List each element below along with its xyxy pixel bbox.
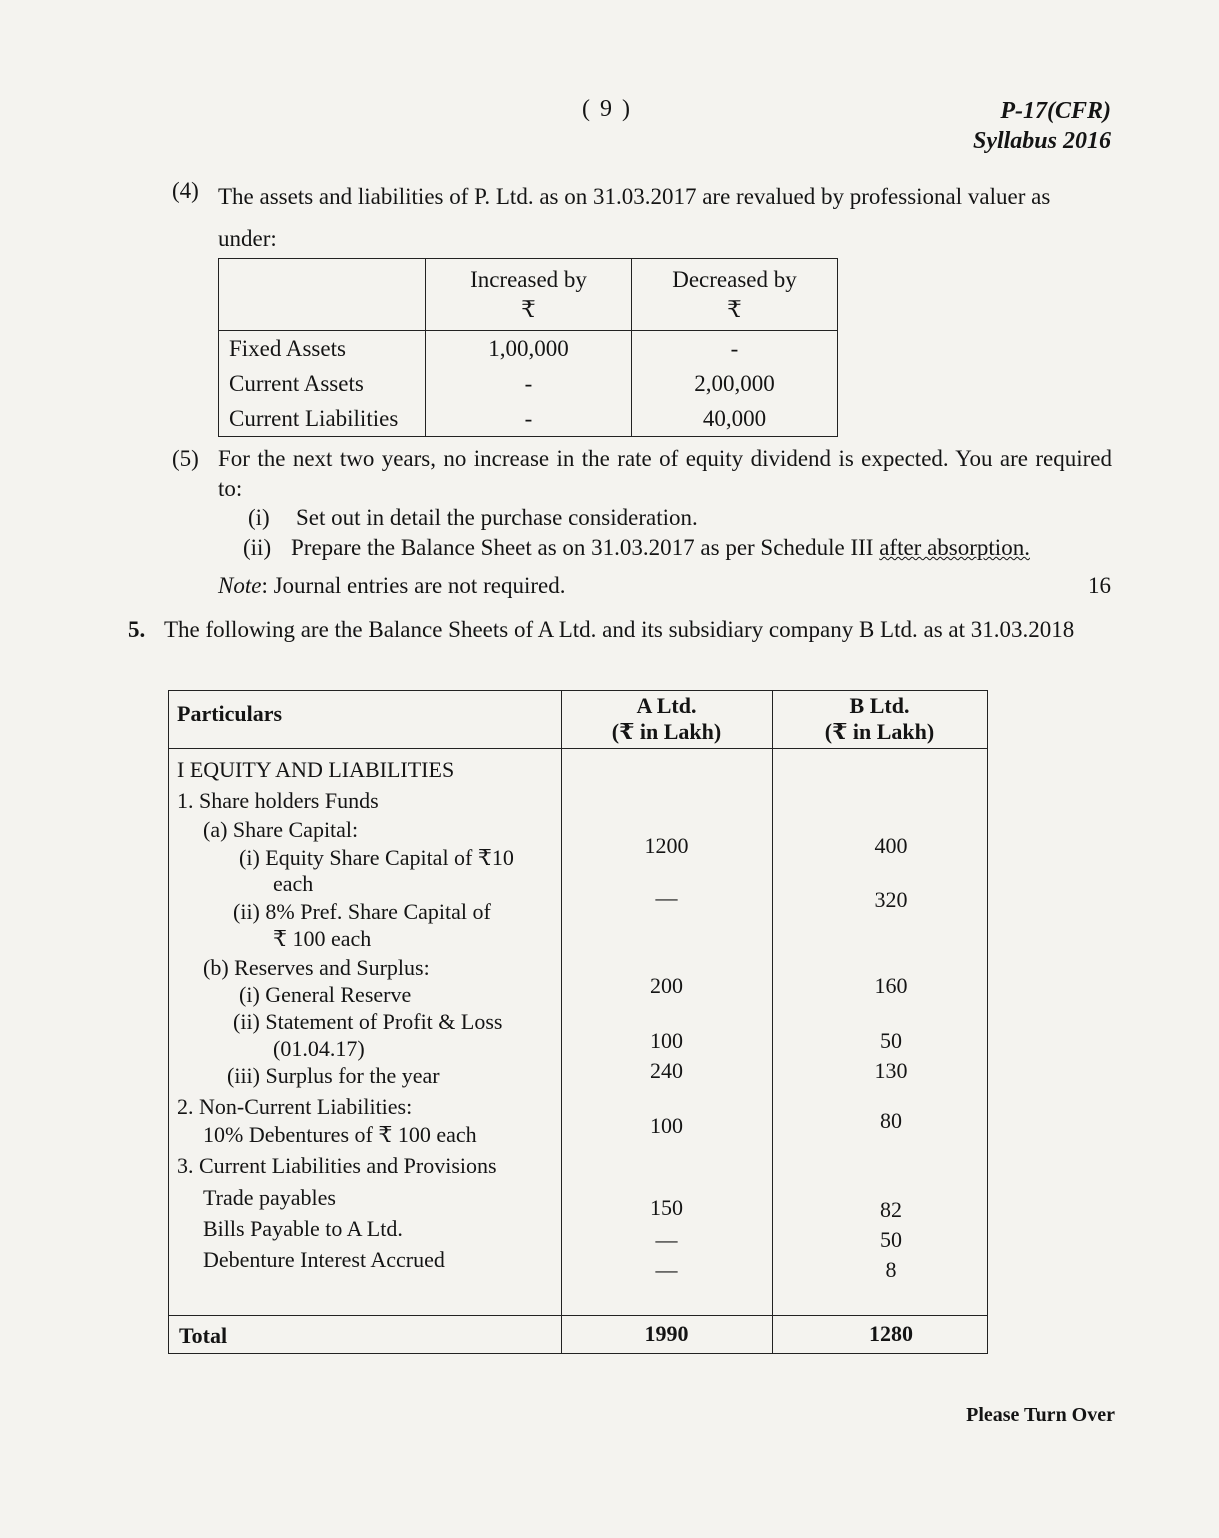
a-debentures: 100 — [650, 1113, 683, 1138]
line-shareholders-funds: 1. Share holders Funds — [177, 788, 379, 813]
rupee-symbol: ₹ — [521, 297, 536, 322]
line-equity-capital-cont: each — [273, 871, 314, 896]
a-equity-capital: 1200 — [644, 833, 689, 858]
line-pref-capital-cont: ₹ 100 each — [273, 926, 372, 951]
paper-code: P-17(CFR) — [1000, 98, 1111, 124]
line-general-reserve: (i) General Reserve — [239, 982, 412, 1007]
b-surplus: 130 — [874, 1058, 908, 1083]
b-profit-loss: 50 — [880, 1028, 902, 1053]
syllabus-label: Syllabus 2016 — [972, 128, 1111, 154]
a-total: 1990 — [644, 1321, 689, 1346]
revaluation-table — [218, 258, 838, 437]
paper-code-block — [973, 96, 1111, 156]
a-surplus: 240 — [650, 1058, 683, 1083]
b-debentures: 80 — [880, 1108, 902, 1133]
line-equity-liabilities: I EQUITY AND LIABILITIES — [177, 757, 455, 782]
table-row: Fixed Assets 1,00,000 - — [219, 331, 838, 367]
line-reserves: (b) Reserves and Surplus: — [203, 955, 430, 980]
paragraph-number: (5) — [172, 446, 199, 471]
question-number: 5. — [128, 617, 146, 642]
line-bills-payable: Bills Payable to A Ltd. — [203, 1216, 403, 1241]
table-row: Current Liabilities - 40,000 — [219, 401, 838, 437]
a-pref-capital: — — [655, 885, 678, 910]
line-debentures: 10% Debentures of ₹ 100 each — [203, 1122, 477, 1147]
table-header-decreased: Decreased by ₹ — [632, 259, 838, 331]
total-divider — [169, 1315, 987, 1316]
table-header-increased: Increased by ₹ — [426, 259, 632, 331]
line-non-current: 2. Non-Current Liabilities: — [177, 1094, 413, 1119]
b-total: 1280 — [869, 1321, 913, 1346]
line-share-capital: (a) Share Capital: — [203, 817, 359, 842]
line-total: Total — [179, 1323, 228, 1348]
table-header-blank — [219, 259, 426, 331]
question-text: The following are the Balance Sheets of A Ltd. and its subsidiary company B Ltd. as at 31.03.2018 — [164, 617, 1075, 642]
a-general-reserve: 200 — [650, 973, 683, 998]
line-profit-loss: (ii) Statement of Profit & Loss — [233, 1009, 503, 1034]
b-debenture-interest: 8 — [885, 1257, 897, 1282]
column-divider — [561, 691, 562, 1353]
b-pref-capital: 320 — [874, 887, 908, 912]
paragraph-text: For the next two years, no increase in the rate of equity dividend is expected. You are required to: — [218, 446, 1112, 501]
table-row: Current Assets - 2,00,000 — [219, 366, 838, 401]
b-bills-payable: 50 — [880, 1227, 902, 1252]
header-particulars: Particulars — [177, 701, 283, 726]
line-pref-capital: (ii) 8% Pref. Share Capital of — [233, 899, 491, 924]
line-trade-payables: Trade payables — [203, 1185, 336, 1210]
handwritten-underline: after absorption. — [879, 535, 1030, 560]
line-debenture-interest: Debenture Interest Accrued — [203, 1247, 445, 1272]
please-turn-over: Please Turn Over — [966, 1404, 1115, 1426]
header-divider — [169, 748, 987, 749]
b-trade-payables: 82 — [880, 1197, 902, 1222]
marks: 16 — [1088, 573, 1111, 598]
balance-sheet-table — [168, 690, 988, 1354]
sub-item-i: (i) Set out in detail the purchase consideration. — [248, 505, 698, 530]
b-equity-capital: 400 — [874, 833, 908, 858]
a-debenture-interest: — — [655, 1257, 678, 1282]
header-a-ltd: A Ltd. (₹ in Lakh) — [611, 693, 722, 744]
a-profit-loss: 100 — [650, 1028, 683, 1053]
page-number: ( 9 ) — [582, 96, 632, 122]
line-profit-loss-cont: (01.04.17) — [273, 1036, 365, 1061]
rupee-symbol: ₹ — [727, 297, 742, 322]
line-current-liabilities: 3. Current Liabilities and Provisions — [177, 1153, 497, 1178]
paragraph-number: (4) — [172, 178, 199, 203]
header-b-ltd: B Ltd. (₹ in Lakh) — [824, 693, 935, 744]
a-trade-payables: 150 — [650, 1195, 683, 1220]
note-label: Note — [218, 573, 262, 598]
sub-item-ii: (ii) Prepare the Balance Sheet as on 31.03.2017 as per Schedule III after absorption. — [243, 535, 1030, 560]
b-general-reserve: 160 — [874, 973, 908, 998]
line-surplus: (iii) Surplus for the year — [227, 1063, 440, 1088]
note: Note: Journal entries are not required. — [218, 573, 566, 598]
column-divider — [772, 691, 773, 1353]
line-equity-capital: (i) Equity Share Capital of ₹10 — [239, 845, 514, 870]
a-bills-payable: — — [655, 1227, 678, 1252]
paragraph-text: The assets and liabilities of P. Ltd. as on 31.03.2017 are revalued by professional valuer as under: — [218, 184, 1051, 251]
